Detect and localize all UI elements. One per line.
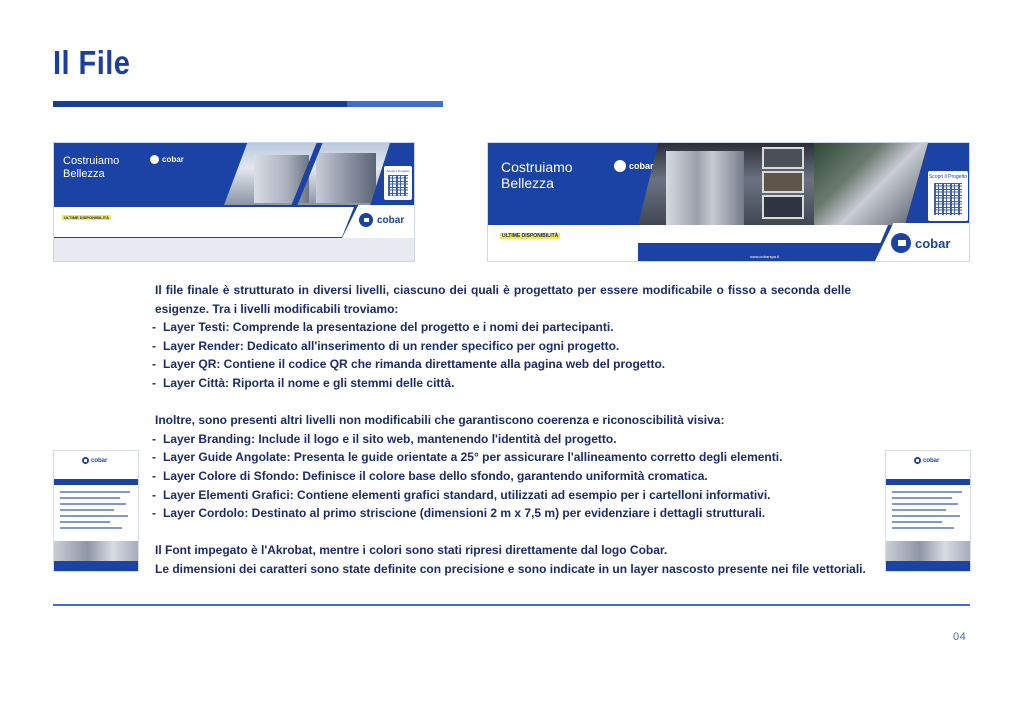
font-note: Il Font impegato è l'Akrobat, mentre i colori sono stati ripresi direttamente dal logo Cobar.	[155, 543, 668, 558]
list-item: - Layer Branding: Include il logo e il sito web, mantenendo l'identità del progetto.	[152, 430, 851, 449]
banner-small-footer-strip	[54, 238, 415, 262]
cobar-logo-icon	[82, 457, 89, 464]
poster-left-render	[54, 541, 138, 561]
banner-small-logo: cobar	[359, 213, 404, 227]
poster-right-logo: cobar	[914, 457, 939, 464]
banner-small-qr: Scopri il Progetto	[384, 166, 412, 200]
banner-large-availability: ULTIME DISPONIBILITÀ	[502, 233, 559, 239]
poster-left-logo: cobar	[82, 457, 107, 464]
banner-large	[487, 142, 970, 262]
cobar-logo-icon	[891, 233, 911, 253]
banner-large-render	[638, 143, 928, 225]
list-item: - Layer Città: Riporta il nome e gli stemmi delle città.	[152, 374, 851, 393]
title-underline	[53, 101, 443, 107]
banner-large-logo: cobar	[891, 233, 950, 253]
banner-small-white-strip	[54, 207, 354, 237]
poster-right-render	[886, 541, 970, 561]
qr-code-icon	[388, 175, 408, 196]
list-item: - Layer Testi: Comprende la presentazione del progetto e i nomi dei partecipanti.	[152, 318, 851, 337]
list-item: - Layer QR: Contiene il codice QR che rimanda direttamente alla pagina web del progetto.	[152, 355, 851, 374]
list-item: - Layer Cordolo: Destinato al primo striscione (dimensioni 2 m x 7,5 m) per evidenziare i dettagli strutturali.	[152, 504, 851, 523]
banner-large-qr: Scopri il Progetto	[928, 171, 968, 221]
fixed-intro-paragraph: Inoltre, sono presenti altri livelli non modificabili che garantiscono coerenza e riconoscibilità visiva:	[155, 413, 725, 428]
cobar-logo-icon	[614, 160, 626, 172]
title-underline-dark	[53, 101, 347, 107]
page-number: 04	[953, 631, 967, 643]
poster-thumbnail-right	[885, 450, 971, 572]
banner-small-brand: cobar	[150, 155, 184, 164]
banner-small-render	[224, 143, 390, 205]
cobar-logo-icon	[914, 457, 921, 464]
intro-paragraph: Il file finale è strutturato in diversi livelli, ciascuno dei quali è progettato per essere modificabile o fisso a seconda delle esigenze. Tra i livelli modificabili troviamo:	[155, 283, 851, 316]
qr-code-icon	[934, 183, 962, 215]
footer-divider	[53, 604, 970, 606]
banner-large-brand: cobar	[614, 160, 654, 172]
banner-small	[53, 142, 415, 262]
body-text	[155, 281, 866, 579]
list-item: - Layer Guide Angolate: Presenta le guide orientate a 25° per assicurare l'allineamento corretto degli elementi.	[152, 448, 851, 467]
banner-small-title: Costruiamo Bellezza	[63, 155, 120, 180]
banner-large-diagonal	[638, 243, 888, 262]
banner-small-availability: ULTIME DISPONIBILITÀ	[64, 215, 110, 220]
list-item: - Layer Render: Dedicato all'inserimento di un render specifico per ogni progetto.	[152, 337, 851, 356]
list-item: - Layer Elementi Grafici: Contiene elementi grafici standard, utilizzati ad esempio per i cartelloni informativi.	[152, 486, 851, 505]
page-title: Il File	[53, 44, 131, 81]
banner-large-website: www.cobarspa.it	[750, 254, 780, 259]
cobar-logo-icon	[359, 213, 373, 227]
banner-large-title: Costruiamo Bellezza	[501, 159, 573, 192]
size-note: Le dimensioni dei caratteri sono state definite con precisione e sono indicate in un layer nascosto presente nei file vettoriali.	[155, 561, 866, 576]
list-item: - Layer Colore di Sfondo: Definisce il colore base dello sfondo, garantendo uniformità cromatica.	[152, 467, 851, 486]
cobar-logo-icon	[150, 155, 159, 164]
poster-thumbnail-left	[53, 450, 139, 572]
